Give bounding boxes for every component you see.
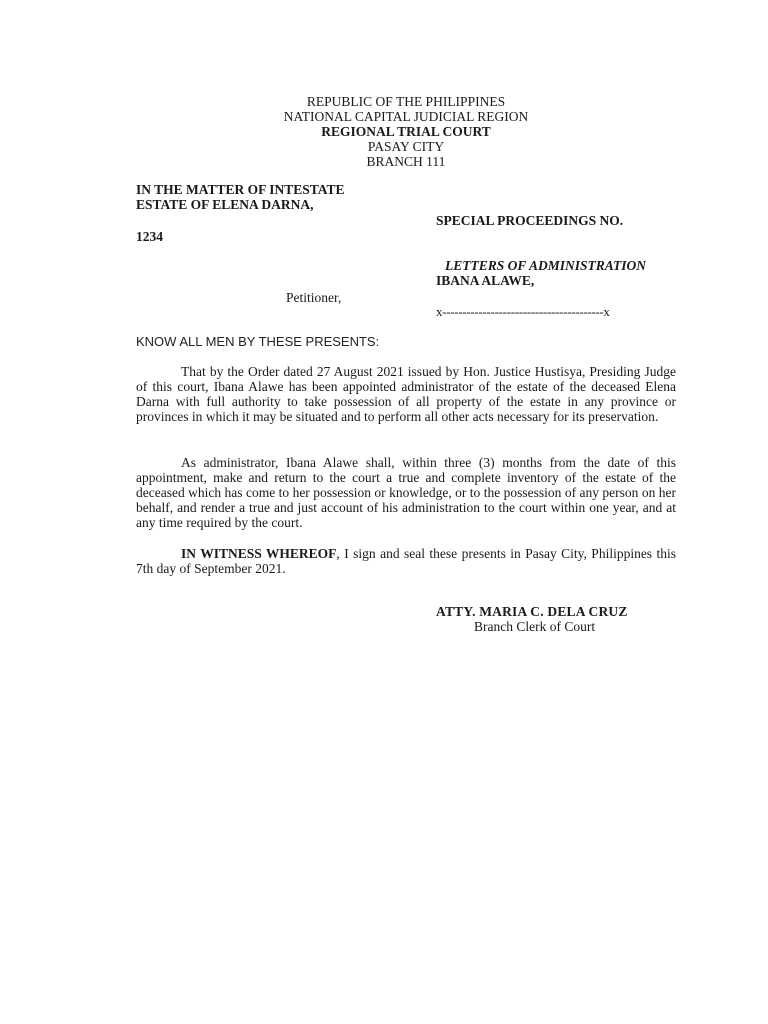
matter-line-1: IN THE MATTER OF INTESTATE — [136, 182, 345, 197]
court-header — [0, 94, 768, 169]
paragraph-witness — [136, 546, 676, 576]
signatory-name: ATTY. MARIA C. DELA CRUZ — [436, 604, 628, 619]
paragraph-duties: As administrator, Ibana Alawe shall, within three (3) months from the date of this appointment, make and return to the court a true and complete inventory of the estate of the deceased which has come to her possession or knowledge, or to the possession of any person on her behalf, and render a true and just account of his administration to the court within one year, and at any time required by the court. — [136, 455, 676, 530]
signatory-title: Branch Clerk of Court — [474, 619, 596, 634]
petitioner-name: IBANA ALAWE, — [436, 273, 535, 288]
salutation: KNOW ALL MEN BY THESE PRESENTS: — [136, 334, 380, 349]
document-type-title: LETTERS OF ADMINISTRATION — [445, 258, 647, 273]
petitioner-label: Petitioner, — [286, 290, 342, 305]
header-branch: BRANCH 111 — [366, 154, 446, 169]
caption-separator: x----------------------------------------x — [436, 304, 610, 319]
header-region: NATIONAL CAPITAL JUDICIAL REGION — [283, 109, 529, 124]
matter-line-2: ESTATE OF ELENA DARNA, — [136, 197, 314, 212]
paragraph-appointment: That by the Order dated 27 August 2021 issued by Hon. Justice Hustisya, Presiding Judge of this court, Ibana Alawe has been appointed administrator of the estate of the deceased Elena Darna with full authority to take possession of all property of the estate in any province or provinces in which it may be situated and to perform all other acts necessary for its preservation. — [136, 364, 676, 424]
case-number: 1234 — [136, 229, 163, 244]
header-court: REGIONAL TRIAL COURT — [321, 124, 491, 139]
special-proceedings-label: SPECIAL PROCEEDINGS NO. — [436, 213, 624, 228]
header-city: PASAY CITY — [367, 139, 445, 154]
case-caption-matter — [136, 182, 345, 212]
witness-rest: , I sign and seal these presents in Pasay City, Philippines this 7th day of September 2021. — [136, 546, 676, 576]
header-republic: REPUBLIC OF THE PHILIPPINES — [306, 94, 506, 109]
witness-whereof-phrase: IN WITNESS WHEREOF — [181, 546, 337, 561]
